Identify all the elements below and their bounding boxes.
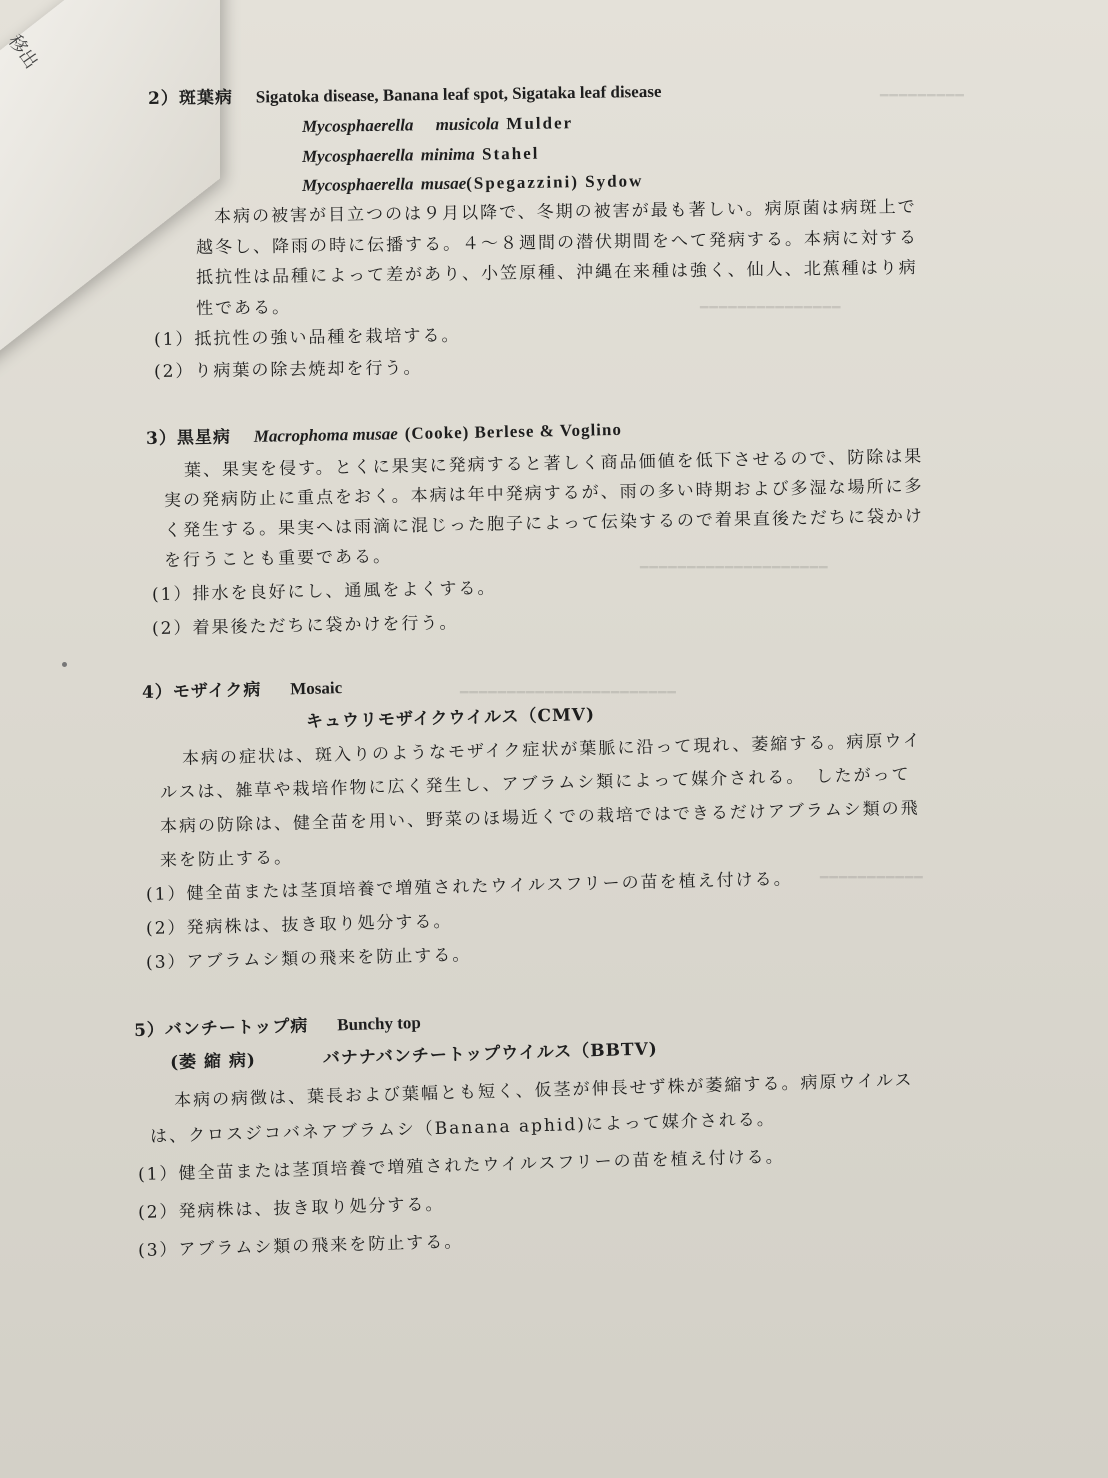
body-text-line: 本病の防除は、健全苗を用い、野菜のほ場近くでの栽培ではできるだけアブラムシ類の飛 <box>159 798 920 837</box>
section-5-heading: 5）バンチートップ病 Bunchy top <box>133 1012 422 1041</box>
bleed-through: ━━━━━━━━━━━━━━━━━━━━━━━ <box>460 685 677 701</box>
body-text-line: 来を防止する。 <box>159 847 294 871</box>
list-item: (1）健全苗または茎頂培養で増殖されたウイルスフリーの苗を植え付ける。 <box>137 1146 785 1185</box>
list-item: (1）抵抗性の強い品種を栽培する。 <box>153 325 461 350</box>
body-text-line: 越冬し、降雨の時に伝播する。４～８週間の潜伏期間をへて発病する。本病に対する <box>195 227 919 258</box>
list-item: (1）健全苗または茎頂培養で増殖されたウイルスフリーの苗を植え付ける。 <box>145 869 793 905</box>
body-text-line: を行うことも重要である。 <box>163 546 393 571</box>
bleed-through: ━━━━━━━━━━━ <box>820 870 924 886</box>
list-item: (1）排水を良好にし、通風をよくする。 <box>151 578 497 605</box>
body-text-line: く発生する。果実へは雨滴に混じった胞子によって伝染するので着果直後ただちに袋かけ <box>163 506 925 541</box>
body-text-line: 抵抗性は品種によって差があり、小笠原種、沖縄在来種は強く、仙人、北蕉種はり病 <box>195 257 918 288</box>
list-item: (3）アブラムシ類の飛来を防止する。 <box>145 945 472 973</box>
body-text-line: ルスは、雑草や栽培作物に広く発生し、アブラムシ類によって媒介される。 したがって <box>159 764 911 803</box>
body-text-line: 本病の病徴は、葉長および葉幅とも短く、仮茎が伸長せず株が萎縮する。病原ウイルス <box>173 1070 914 1111</box>
body-text-line: 本病の被害が目立つのは９月以降で、冬期の被害が最も著しい。病原菌は病斑上で <box>213 197 917 227</box>
corner-stamp: 移出 <box>3 31 42 73</box>
section-4-heading: 4）モザイク病 Mosaic <box>141 678 343 703</box>
pathogen-name: Mycosphaerella minima Stahel <box>301 143 540 166</box>
bleed-through: ━━━━━━━━━━━━━━━ <box>700 300 842 316</box>
section-3-heading: 3）黒星病 Macrophoma musae (Cooke) Berlese & Voglino <box>145 419 623 449</box>
bleed-through: ━━━━━━━━━ <box>880 88 965 104</box>
list-item: (3）アブラムシ類の飛来を防止する。 <box>137 1231 464 1261</box>
paper-spot <box>62 662 67 667</box>
body-text-line: 性である。 <box>195 297 292 319</box>
list-item: (2）り病葉の除去焼却を行う。 <box>153 358 423 382</box>
list-item: (2）着果後ただちに袋かけを行う。 <box>151 613 459 639</box>
virus-name: キュウリモザイクウイルス（CMV) <box>305 704 596 732</box>
body-text-line: 葉、果実を侵す。とくに果実に発病すると著しく商品価値を低下させるので、防除は果 <box>183 446 924 481</box>
body-text-line: 実の発病防止に重点をおく。本病は年中発病するが、雨の多い時期および多湿な場所に多 <box>163 476 924 511</box>
pathogen-name: Mycosphaerella musae(Spegazzini) Sydow <box>301 171 644 195</box>
section-2-heading: 2）斑葉病 Sigatoka disease, Banana leaf spot, Sigataka leaf disease <box>147 81 662 109</box>
list-item: (2）発病株は、抜き取り処分する。 <box>137 1194 445 1223</box>
body-text-line: は、クロスジコバネアブラムシ（Banana aphid)によって媒介される。 <box>149 1109 777 1147</box>
pathogen-name: Mycosphaerella musicola Mulder <box>301 113 574 136</box>
list-item: (2）発病株は、抜き取り処分する。 <box>145 911 453 939</box>
alt-disease-name: (萎 縮 病) バナナバンチートップウイルス（BBTV) <box>169 1039 659 1073</box>
body-text-line: 本病の症状は、斑入りのようなモザイク症状が葉脈に沿って現れ、萎縮する。病原ウイ <box>181 730 923 769</box>
bleed-through: ━━━━━━━━━━━━━━━━━━━━ <box>640 560 829 576</box>
